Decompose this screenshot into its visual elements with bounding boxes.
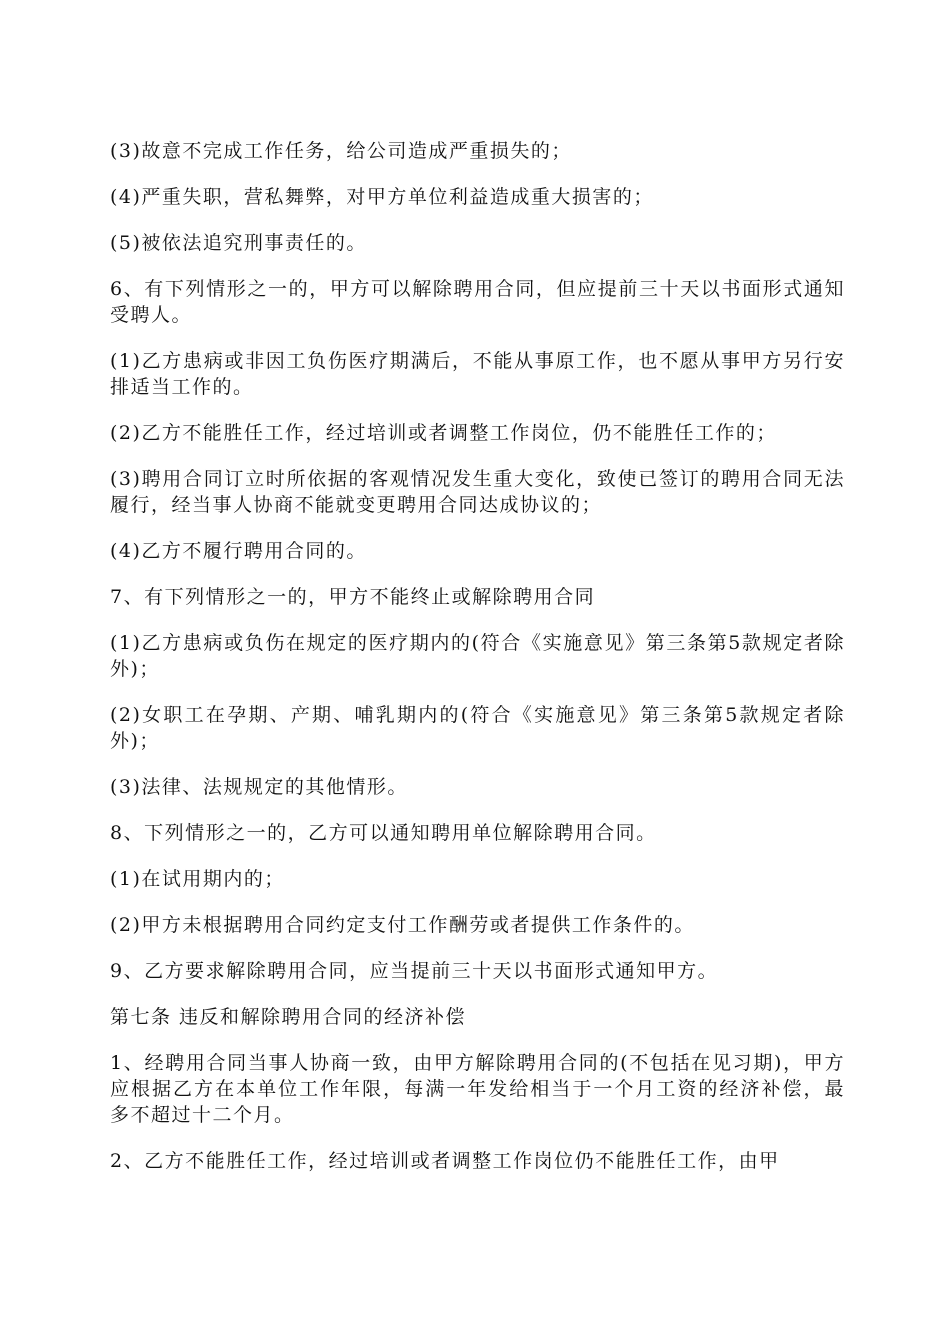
paragraph-item-7: 7、有下列情形之一的，甲方不能终止或解除聘用合同 <box>110 586 596 608</box>
paragraph-item-8-1: (1)在试用期内的； <box>110 868 285 890</box>
paragraph-item-7-3: (3)法律、法规规定的其他情形。 <box>110 776 408 798</box>
paragraph-clause-5: (5)被依法追究刑事责任的。 <box>110 232 367 254</box>
paragraph-item-6-1: (1)乙方患病或非因工负伤医疗期满后，不能从事原工作，也不愿从事甲方另行安排适当工作的。 <box>110 350 845 398</box>
paragraph-item-6: 6、有下列情形之一的，甲方可以解除聘用合同，但应提前三十天以书面形式通知受聘人。 <box>110 278 845 326</box>
paragraph-item-6-3: (3)聘用合同订立时所依据的客观情况发生重大变化，致使已签订的聘用合同无法履行，经当事人协商不能就变更聘用合同达成协议的； <box>110 468 845 516</box>
document-body <box>110 138 845 1194</box>
paragraph-clause-3: (3)故意不完成工作任务，给公司造成严重损失的； <box>110 140 572 162</box>
paragraph-item-7-2: (2)女职工在孕期、产期、哺乳期内的(符合《实施意见》第三条第5款规定者除外)； <box>110 704 845 752</box>
paragraph-clause-4: (4)严重失职，营私舞弊，对甲方单位利益造成重大损害的； <box>110 186 654 208</box>
paragraph-item-9: 9、乙方要求解除聘用合同，应当提前三十天以书面形式通知甲方。 <box>110 960 719 982</box>
paragraph-item-6-4: (4)乙方不履行聘用合同的。 <box>110 540 367 562</box>
article-7-heading: 第七条 违反和解除聘用合同的经济补偿 <box>110 1006 467 1028</box>
paragraph-item-7-1: (1)乙方患病或负伤在规定的医疗期内的(符合《实施意见》第三条第5款规定者除外)； <box>110 632 845 680</box>
paragraph-item-8: 8、下列情形之一的，乙方可以通知聘用单位解除聘用合同。 <box>110 822 657 844</box>
paragraph-article-7-item-1: 1、经聘用合同当事人协商一致，由甲方解除聘用合同的(不包括在见习期)，甲方应根据乙方在本单位工作年限，每满一年发给相当于一个月工资的经济补偿，最多不超过十二个月。 <box>110 1052 845 1126</box>
paragraph-article-7-item-2: 2、乙方不能胜任工作，经过培训或者调整工作岗位仍不能胜任工作，由甲 <box>110 1150 780 1172</box>
paragraph-item-6-2: (2)乙方不能胜任工作，经过培训或者调整工作岗位，仍不能胜任工作的； <box>110 422 777 444</box>
paragraph-item-8-2: (2)甲方未根据聘用合同约定支付工作酬劳或者提供工作条件的。 <box>110 914 695 936</box>
